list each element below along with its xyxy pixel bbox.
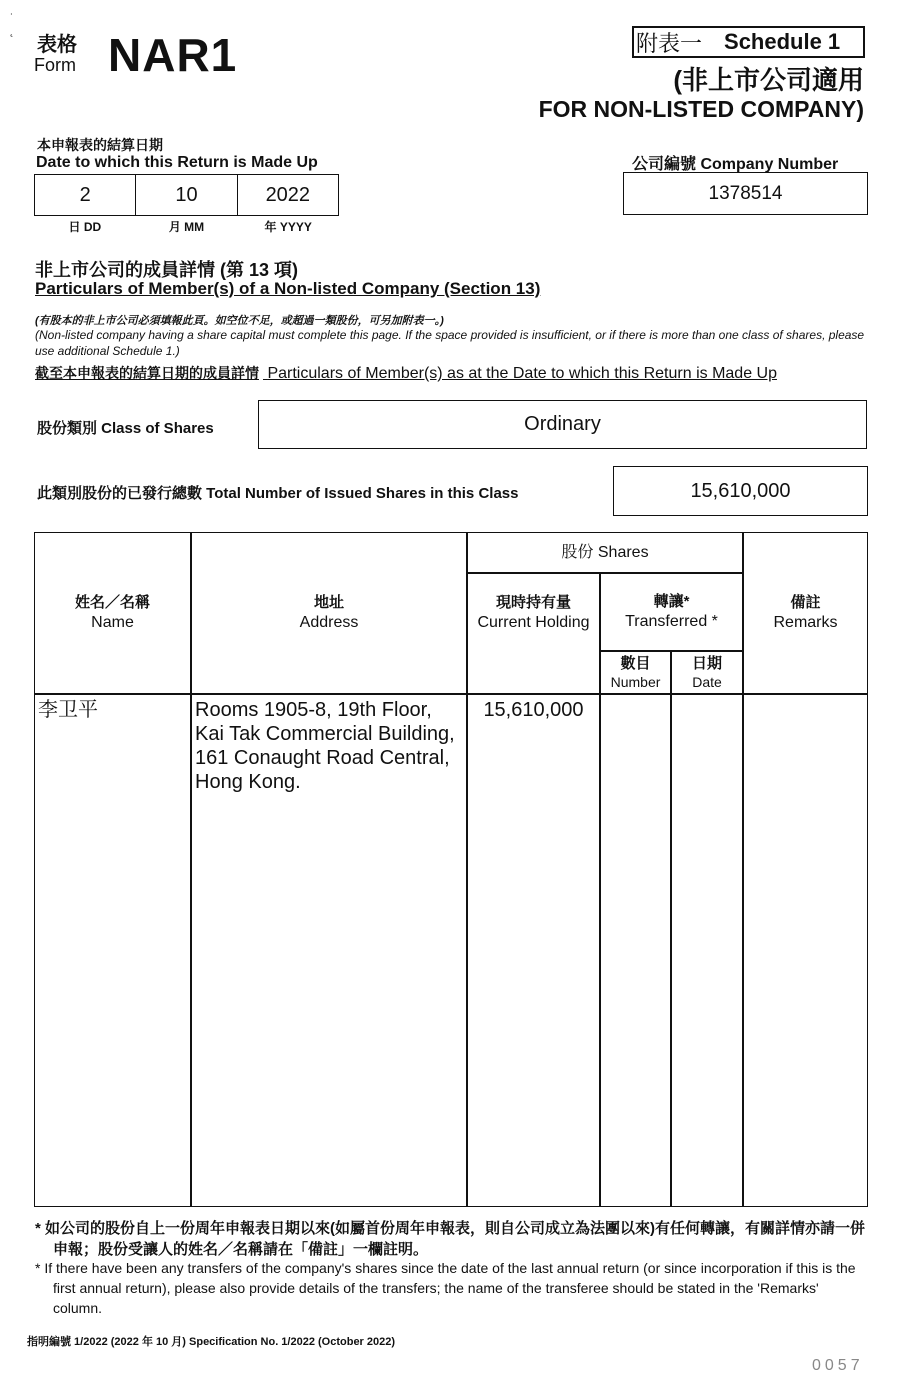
- header-current-holding: [468, 573, 599, 653]
- schedule-badge: [632, 26, 865, 58]
- address-line: Kai Tak Commercial Building,: [195, 723, 455, 745]
- header-transferred: [601, 573, 742, 651]
- header-current-zh: 現時持有量: [495, 594, 571, 611]
- members-table: [34, 532, 868, 1207]
- return-date-label-zh: 本申報表的結算日期: [37, 137, 163, 153]
- row-divider-header: [35, 693, 867, 695]
- address-line: Hong Kong.: [195, 771, 301, 793]
- form-label-en: Form: [34, 55, 76, 75]
- section-note-zh: (有股本的非上市公司必須填報此頁。如空位不足，或超過一類股份，可另加附表一。): [35, 315, 444, 327]
- header-remarks-zh: 備註: [790, 594, 821, 611]
- header-name-zh: 姓名／名稱: [74, 594, 150, 611]
- return-date-year[interactable]: 2022: [265, 183, 311, 206]
- header-remarks-en: Remarks: [773, 614, 838, 631]
- as-at-heading: [35, 363, 777, 383]
- footnote-zh: * 如公司的股份自上一份周年申報表日期以來(如屬首份周年申報表，則自公司成立為法團以來)有任何轉讓，有關詳情亦請一併申報；股份受讓人的姓名／名稱請在「備註」一欄註明。: [35, 1220, 866, 1258]
- header-transferred-number: [601, 652, 670, 693]
- return-date-sublabels: [34, 218, 339, 235]
- header-transferred-en: Transferred *: [625, 613, 718, 630]
- header-date-en: Date: [692, 673, 722, 690]
- member-transferred-date[interactable]: [672, 698, 742, 1198]
- day-label: 日 DD: [68, 220, 102, 234]
- company-number-field[interactable]: 1378514: [623, 172, 868, 215]
- section-title-zh: 非上市公司的成員詳情 (第 13 項): [35, 260, 299, 280]
- share-class-label: 股份類別 Class of Shares: [37, 420, 214, 437]
- header-date-zh: 日期: [691, 654, 722, 672]
- as-at-heading-zh: 截至本申報表的結算日期的成員詳情: [35, 365, 259, 381]
- header-current-en: Current Holding: [477, 614, 590, 631]
- header-shares-group-label: 股份 Shares: [561, 544, 649, 561]
- as-at-heading-en: Particulars of Member(s) as at the Date to which this Return is Made Up: [267, 365, 777, 382]
- return-date-label-en: Date to which this Return is Made Up: [36, 154, 318, 171]
- month-label: 月 MM: [168, 220, 205, 234]
- member-current-holding[interactable]: 15,610,000: [483, 699, 584, 721]
- applicability-en: FOR NON-LISTED COMPANY): [538, 96, 864, 122]
- return-date-field: [34, 174, 339, 216]
- form-code: NAR1: [108, 29, 238, 81]
- address-line: Rooms 1905-8, 19th Floor,: [195, 699, 432, 721]
- scan-artifact-dots: ˙ ˛: [10, 11, 14, 37]
- header-address: [192, 533, 466, 693]
- schedule-label-en: Schedule 1: [724, 29, 841, 54]
- company-number-label: 公司編號 Company Number: [632, 156, 839, 173]
- schedule-label-zh: 附表一: [636, 30, 703, 56]
- member-name[interactable]: 李卫平: [38, 699, 98, 721]
- header-name-en: Name: [91, 614, 134, 631]
- return-date-day[interactable]: 2: [35, 175, 136, 215]
- return-date-month[interactable]: 10: [136, 175, 237, 215]
- header-address-en: Address: [299, 614, 359, 631]
- header-shares-group: [468, 533, 742, 573]
- address-line: 161 Conaught Road Central,: [195, 747, 450, 769]
- page-stamp: 0057: [812, 1357, 864, 1374]
- member-remarks[interactable]: [744, 698, 867, 1198]
- header-number-en: Number: [610, 673, 661, 690]
- footnote-en: * If there have been any transfers of the company's shares since the date of the last annual return (or since incorporation if this is the first annual return), please also provide details of the transfers; the name of the transferee should be stated in the 'Remarks' column.: [35, 1260, 856, 1316]
- member-transferred-number[interactable]: [601, 698, 670, 1198]
- member-address[interactable]: [195, 698, 465, 794]
- form-label-zh: 表格: [37, 34, 77, 56]
- header-number-zh: 數目: [620, 654, 651, 672]
- section-title-en: Particulars of Member(s) of a Non-listed Company (Section 13): [35, 279, 541, 298]
- total-issued-field[interactable]: 15,610,000: [613, 466, 868, 516]
- header-transferred-zh: 轉讓*: [653, 593, 690, 610]
- applicability-zh: (非上市公司適用: [673, 65, 864, 95]
- header-transferred-date: [672, 652, 742, 693]
- header-address-zh: 地址: [313, 594, 344, 611]
- total-issued-label: 此類別股份的已發行總數 Total Number of Issued Shares in this Class: [37, 485, 519, 502]
- section-note-en: (Non-listed company having a share capital must complete this page. If the space provided is insufficient, or if there is more than one class of shares, please use additional Schedule 1.): [35, 328, 865, 358]
- share-class-field[interactable]: Ordinary: [258, 400, 867, 449]
- year-label: 年 YYYY: [264, 220, 312, 234]
- header-remarks: [744, 533, 867, 693]
- specification-number: 指明編號 1/2022 (2022 年 10 月) Specification No. 1/2022 (October 2022): [27, 1336, 396, 1348]
- header-name: [35, 533, 190, 693]
